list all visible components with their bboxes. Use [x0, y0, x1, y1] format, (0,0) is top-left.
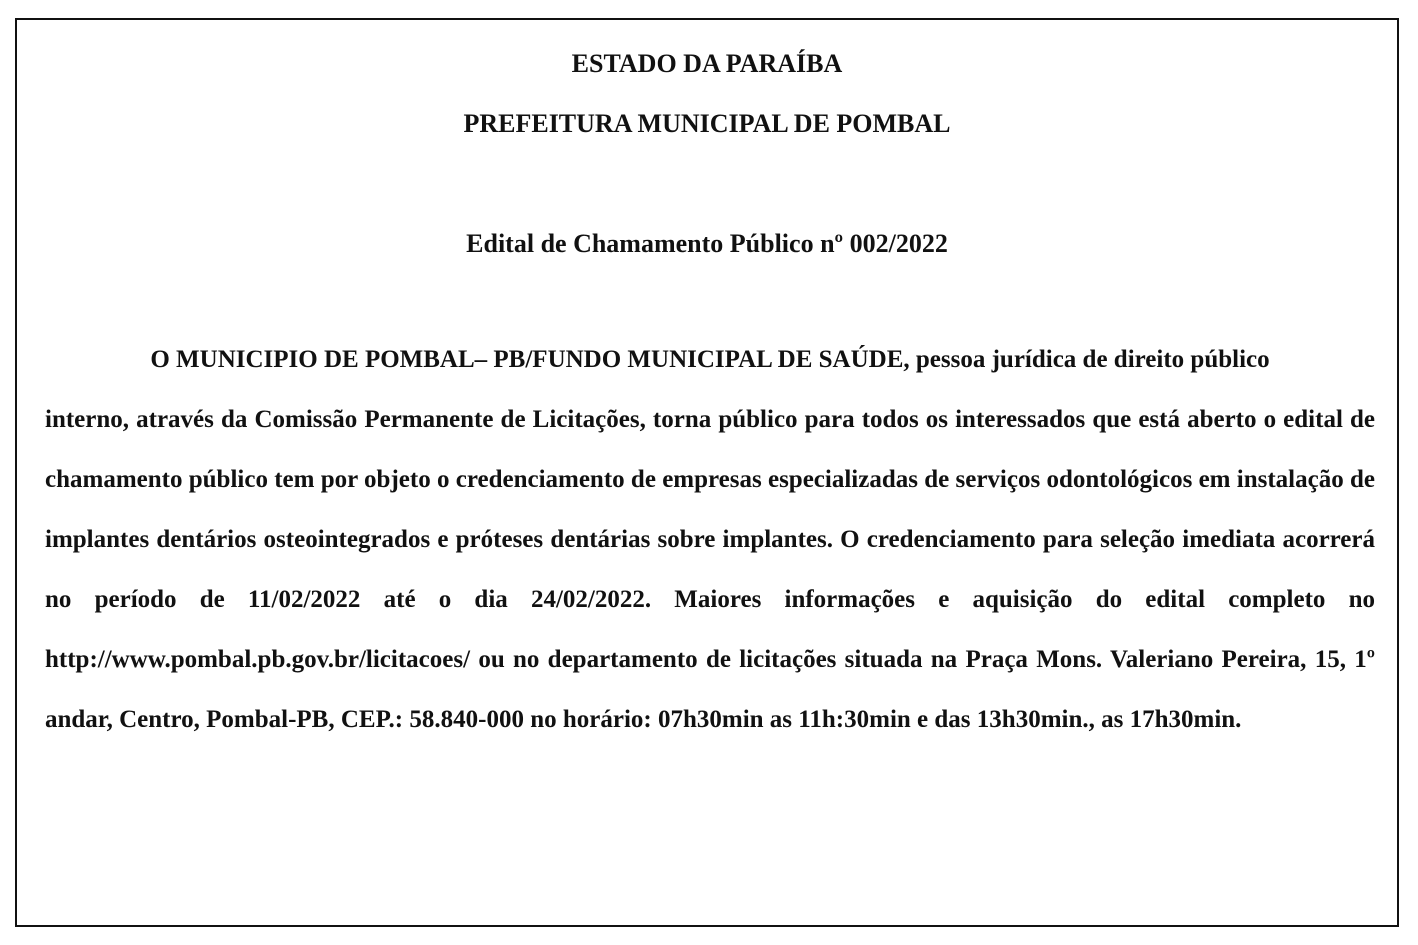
- notice-title: Edital de Chamamento Público nº 002/2022: [466, 229, 948, 258]
- notice-body-text: interno, através da Comissão Permanente de Licitações, torna público para todos os interessados que está aberto o edital de chamamento público tem por objeto o credenciamento de empresas especializadas de serviços odontológicos em instalação de implantes dentários osteointegrados e próteses dentárias sobre implantes. O credenciamento para seleção imediata acorrerá no período de 11/02/2022 até o dia 24/02/2022. Maiores informações e aquisição do edital completo no http://www.pombal.pb.gov.br/licitacoes/ ou no departamento de licitações situada na Praça Mons. Valeriano Pereira, 15, 1º andar, Centro, Pombal-PB, CEP.: 58.840-000 no horário: 07h30min as 11h:30min e das 13h30min., as 17h30min.: [45, 406, 1375, 733]
- notice-body-first-line: O MUNICIPIO DE POMBAL– PB/FUNDO MUNICIPAL DE SAÚDE, pessoa jurídica de direito público: [150, 346, 1270, 373]
- notice-body: [45, 330, 1375, 750]
- document-border: [15, 18, 1399, 927]
- municipality-heading: PREFEITURA MUNICIPAL DE POMBAL: [463, 109, 951, 138]
- state-heading: ESTADO DA PARAÍBA: [571, 49, 843, 78]
